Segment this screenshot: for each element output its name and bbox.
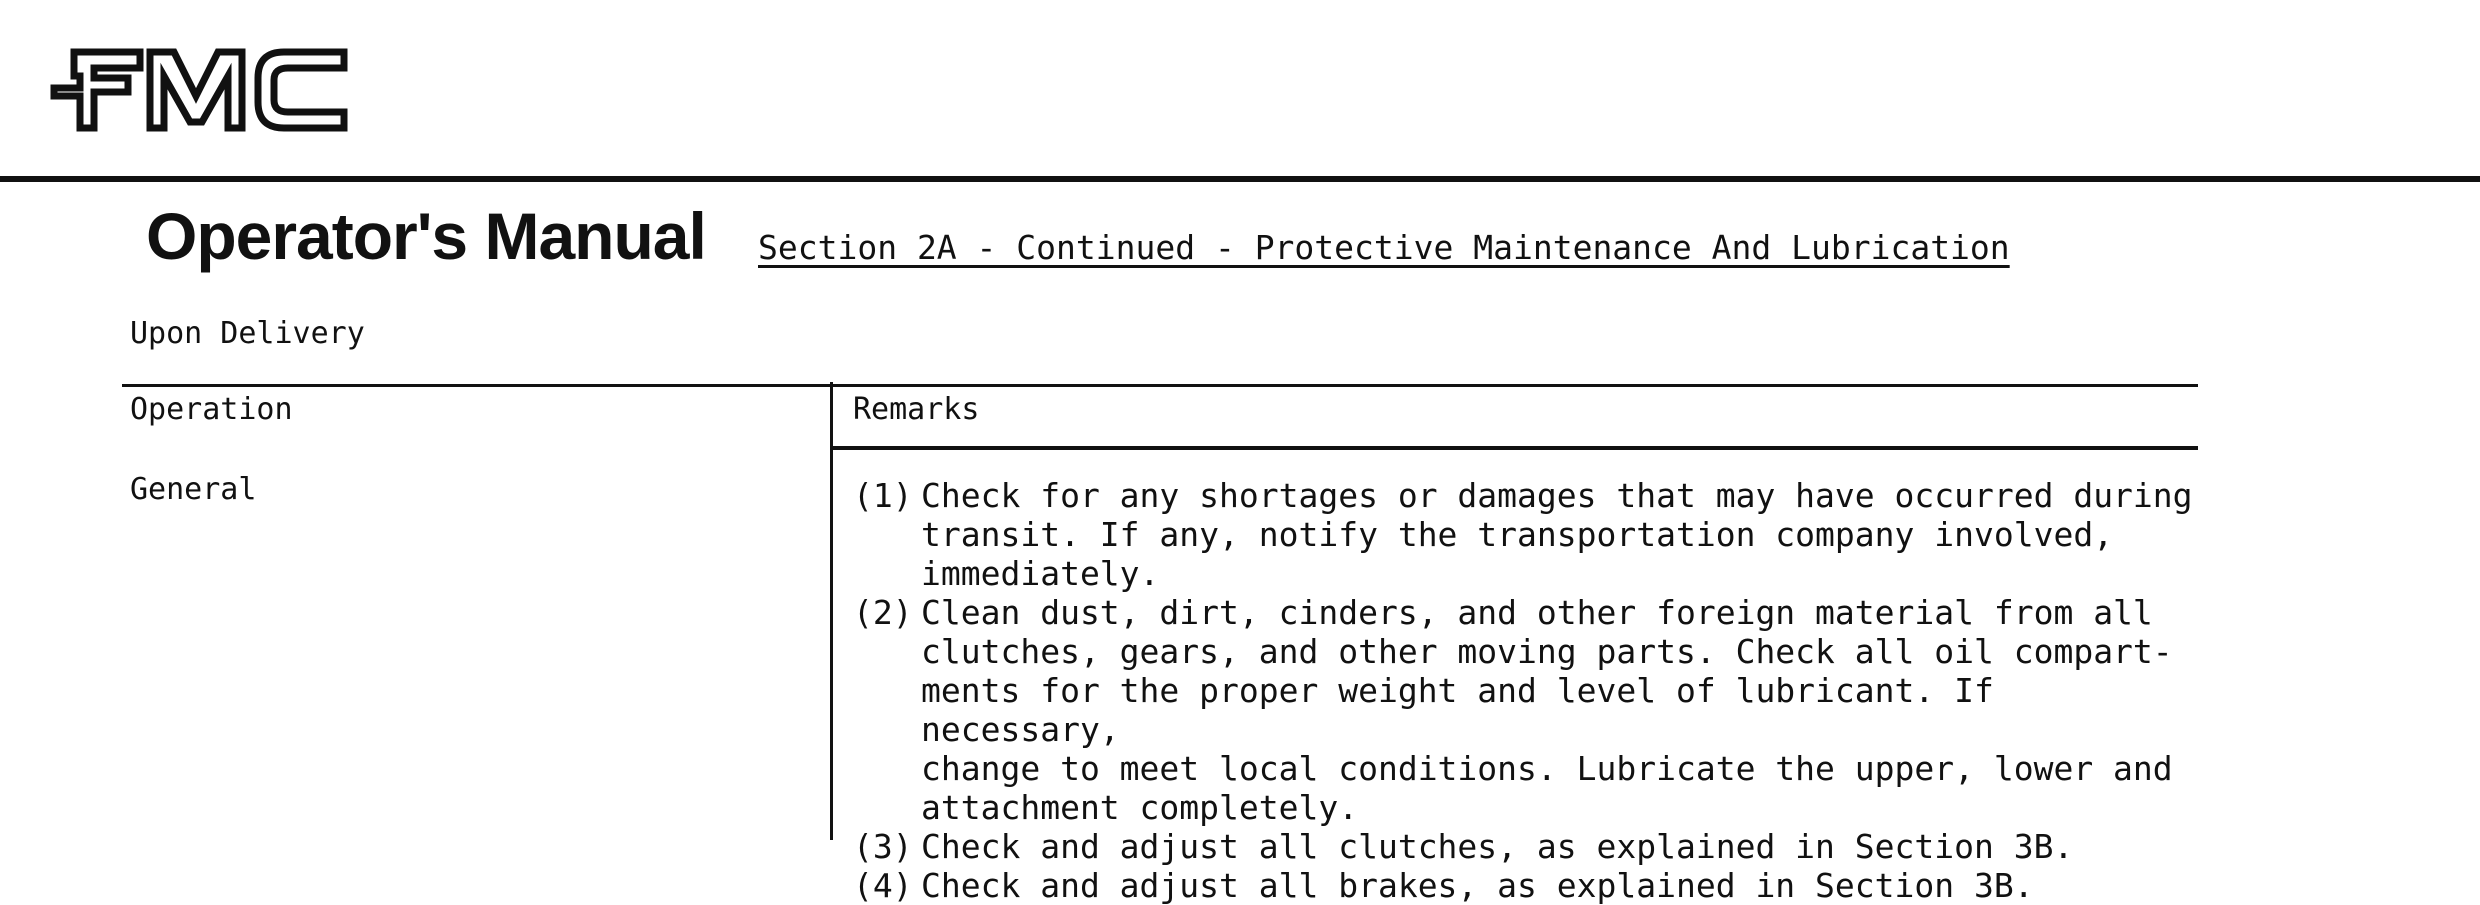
remark-number: (2) <box>853 593 913 632</box>
column-header-remarks: Remarks <box>853 392 980 427</box>
remark-text: Check for any shortages or damages that may have occurred during transit. If any, notify the transportation company involved, immediately. <box>921 476 2193 593</box>
remark-item <box>853 476 2193 593</box>
table-header-rule <box>832 446 2198 450</box>
remark-item <box>853 593 2193 827</box>
remark-text: Clean dust, dirt, cinders, and other foreign material from all clutches, gears, and other moving parts. Check all oil compart- ments for the proper weight and level of lubricant. If necessary, change to meet local conditions. Lubricate the upper, lower and attachment completely. <box>921 593 2173 827</box>
section-subtitle: Section 2A - Continued - Protective Maintenance And Lubrication <box>758 228 2010 267</box>
operation-cell: General <box>130 472 257 507</box>
header-rule <box>0 176 2480 182</box>
fmc-logo <box>44 36 384 146</box>
remark-text: Check and adjust all brakes, as explained in Section 3B. <box>921 866 2034 905</box>
remark-number: (1) <box>853 476 913 515</box>
manual-title: Operator's Manual <box>146 199 706 273</box>
remark-number: (4) <box>853 866 913 905</box>
column-header-operation: Operation <box>130 392 293 427</box>
remark-item <box>853 827 2193 866</box>
remark-text: Check and adjust all clutches, as explained in Section 3B. <box>921 827 2074 866</box>
table-top-rule <box>122 384 2198 387</box>
remark-item <box>853 866 2193 905</box>
context-label: Upon Delivery <box>130 316 365 351</box>
remark-number: (3) <box>853 827 913 866</box>
remarks-cell <box>853 476 2193 905</box>
table-column-divider <box>830 382 833 840</box>
